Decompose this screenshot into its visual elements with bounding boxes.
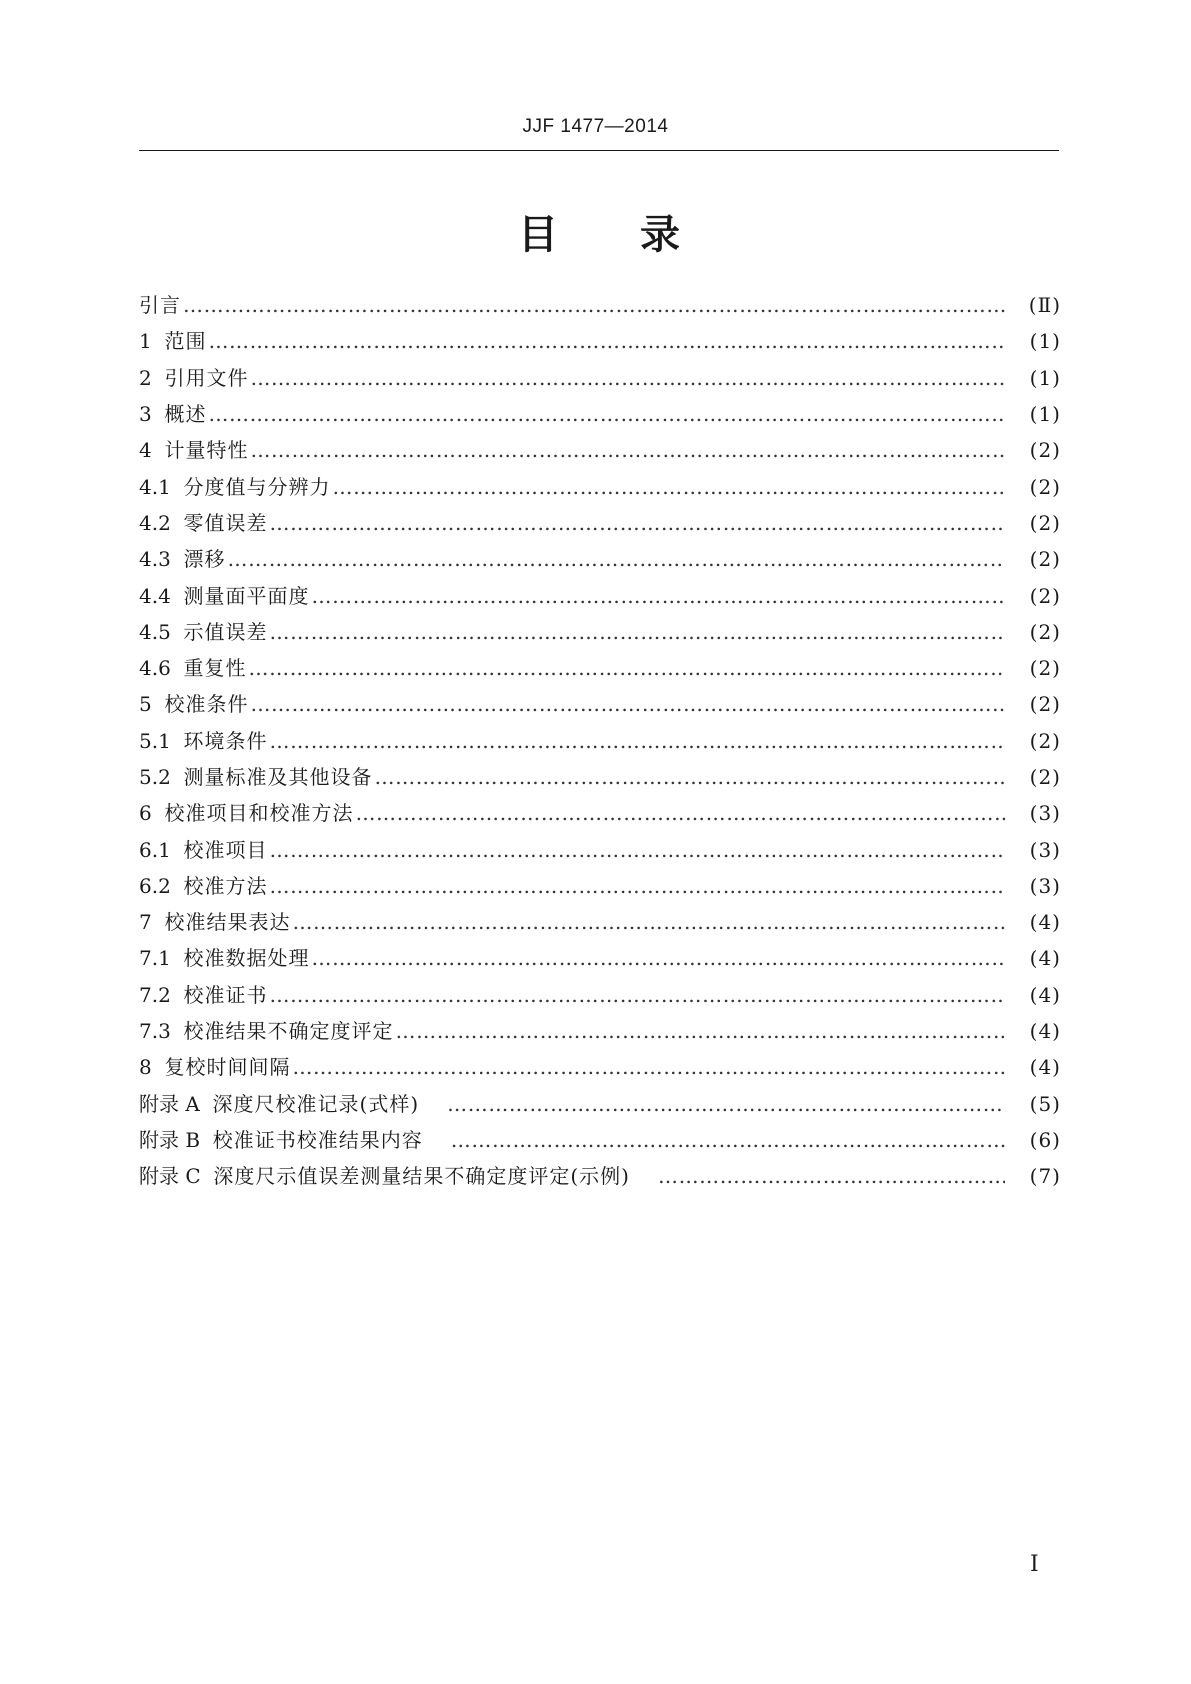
toc-entry-number: 6 <box>139 801 165 826</box>
toc-entry-6[interactable] <box>139 795 1061 831</box>
toc-entry-label: 环境条件 <box>183 728 268 753</box>
toc-entry-label: 测量标准及其他设备 <box>183 765 373 789</box>
toc-entry-number: 7 <box>139 910 165 935</box>
toc-entry-label: 重复性 <box>183 656 247 681</box>
toc-entry-page: (2) <box>1029 583 1061 608</box>
toc-entry-5-2[interactable] <box>139 759 1061 795</box>
toc-entry-label: 分度值与分辨力 <box>183 474 331 499</box>
toc-leader-dots <box>292 910 1005 934</box>
toc-leader-dots <box>183 293 1005 317</box>
toc-leader-dots <box>270 729 1005 753</box>
toc-entry-label: 校准证书 <box>183 982 268 1007</box>
toc-entry-label: 深度尺校准记录(式样) <box>212 1091 420 1116</box>
page-title-char-1: 目 <box>518 212 558 258</box>
toc-entry-number: 6.1 <box>139 837 184 862</box>
document-code-header: JJF 1477—2014 <box>522 116 669 137</box>
toc-entry-page: (1) <box>1029 365 1061 390</box>
toc-entry-number: 5.1 <box>139 728 184 753</box>
toc-leader-dots <box>355 801 1005 825</box>
toc-entry-label: 引用文件 <box>164 365 249 390</box>
toc-entry-number: 4.4 <box>139 583 184 608</box>
toc-entry-4-2[interactable] <box>139 505 1061 541</box>
toc-entry-label: 漂移 <box>183 547 226 572</box>
toc-leader-dots <box>270 874 1005 898</box>
toc-entry-label: 校准结果不确定度评定 <box>183 1019 394 1044</box>
toc-entry-number: 附录 B <box>139 1127 213 1152</box>
toc-entry-label: 零值误差 <box>183 510 268 535</box>
toc-entry-8[interactable] <box>139 1049 1061 1085</box>
table-of-contents <box>139 287 1061 1194</box>
toc-entry-label: 引言 <box>139 293 181 318</box>
toc-entry-page: (1) <box>1029 402 1061 427</box>
toc-entry-number: 5 <box>139 692 165 717</box>
toc-entry-appendix-b[interactable] <box>139 1122 1061 1158</box>
toc-entry-7-1[interactable] <box>139 940 1061 976</box>
toc-leader-dots <box>228 547 1005 571</box>
toc-entry-label: 校准方法 <box>183 873 268 898</box>
toc-entry-number: 3 <box>139 402 165 427</box>
toc-entry-page: (2) <box>1029 438 1061 463</box>
toc-entry-7-3[interactable] <box>139 1013 1061 1049</box>
toc-entry-6-1[interactable] <box>139 831 1061 867</box>
toc-leader-dots <box>333 475 1005 499</box>
toc-leader-dots <box>658 1164 1005 1188</box>
toc-leader-dots <box>396 1019 1005 1043</box>
toc-entry-label: 校准条件 <box>164 692 249 717</box>
toc-leader-dots <box>270 983 1005 1007</box>
toc-leader-dots <box>312 946 1005 970</box>
toc-entry-1[interactable] <box>139 323 1061 359</box>
toc-entry-3[interactable] <box>139 396 1061 432</box>
toc-entry-number: 6.2 <box>139 873 184 898</box>
toc-entry-page: (2) <box>1029 656 1061 681</box>
toc-entry-label: 校准项目和校准方法 <box>164 801 354 826</box>
toc-entry-page: (4) <box>1029 1055 1061 1080</box>
toc-entry-number: 4.2 <box>139 510 184 535</box>
toc-entry-page: (4) <box>1029 910 1061 935</box>
toc-entry-4[interactable] <box>139 432 1061 468</box>
toc-entry-page: (1) <box>1029 329 1061 354</box>
toc-entry-4-1[interactable] <box>139 468 1061 504</box>
toc-entry-page: (4) <box>1029 982 1061 1007</box>
toc-entry-number: 4.1 <box>139 474 184 499</box>
toc-leader-dots <box>270 511 1005 535</box>
toc-entry-4-3[interactable] <box>139 541 1061 577</box>
toc-entry-7[interactable] <box>139 904 1061 940</box>
toc-leader-dots <box>270 838 1005 862</box>
toc-entry-page: (2) <box>1029 728 1061 753</box>
toc-entry-page: (3) <box>1029 801 1061 826</box>
toc-entry-number: 7.3 <box>139 1019 184 1044</box>
toc-entry-2[interactable] <box>139 360 1061 396</box>
toc-entry-number: 5.2 <box>139 765 184 789</box>
toc-entry-appendix-c[interactable] <box>139 1158 1061 1194</box>
toc-entry-appendix-a[interactable] <box>139 1086 1061 1122</box>
toc-leader-dots <box>312 584 1005 608</box>
toc-entry-page: (4) <box>1029 946 1061 971</box>
toc-entry-page: (2) <box>1029 547 1061 572</box>
toc-leader-dots <box>375 765 1005 789</box>
toc-entry-page: (2) <box>1029 474 1061 499</box>
toc-entry-page: (5) <box>1029 1091 1061 1116</box>
toc-entry-label: 示值误差 <box>183 619 268 644</box>
toc-entry-number: 4 <box>139 438 165 463</box>
toc-entry-page: (Ⅱ) <box>1028 293 1061 318</box>
toc-entry-label: 测量面平面度 <box>183 583 310 608</box>
toc-entry-number: 7.2 <box>139 982 184 1007</box>
toc-entry-number: 附录 A <box>139 1091 213 1116</box>
toc-leader-dots <box>249 656 1005 680</box>
toc-entry-number: 2 <box>139 365 165 390</box>
toc-entry-page: (3) <box>1029 837 1061 862</box>
toc-leader-dots <box>292 1055 1005 1079</box>
toc-entry-number: 4.3 <box>139 547 184 572</box>
toc-entry-label: 深度尺示值误差测量结果不确定度评定(示例) <box>213 1164 630 1189</box>
toc-leader-dots <box>451 1128 1005 1152</box>
toc-entry-page: (3) <box>1029 873 1061 898</box>
page-title-char-2: 录 <box>640 212 680 258</box>
toc-entry-7-2[interactable] <box>139 977 1061 1013</box>
toc-entry-intro[interactable] <box>139 287 1061 323</box>
header-rule <box>139 150 1059 151</box>
toc-leader-dots <box>250 692 1005 716</box>
toc-leader-dots <box>447 1092 1005 1116</box>
toc-entry-page: (2) <box>1029 619 1061 644</box>
toc-entry-label: 校准证书校准结果内容 <box>212 1127 423 1152</box>
toc-entry-label: 校准项目 <box>183 837 268 862</box>
toc-entry-label: 校准数据处理 <box>183 946 310 971</box>
toc-entry-4-6[interactable] <box>139 650 1061 686</box>
toc-entry-4-4[interactable] <box>139 577 1061 613</box>
toc-entry-4-5[interactable] <box>139 614 1061 650</box>
toc-leader-dots <box>270 620 1005 644</box>
toc-entry-6-2[interactable] <box>139 868 1061 904</box>
toc-entry-number: 7.1 <box>139 946 184 971</box>
toc-entry-page: (2) <box>1029 765 1061 789</box>
toc-entry-page: (4) <box>1029 1019 1061 1044</box>
toc-entry-5[interactable] <box>139 686 1061 722</box>
toc-entry-label: 范围 <box>164 329 207 354</box>
toc-entry-page: (6) <box>1029 1127 1061 1152</box>
page-folio: I <box>1030 1552 1039 1577</box>
toc-entry-number: 附录 C <box>139 1164 214 1189</box>
toc-entry-label: 计量特性 <box>164 438 249 463</box>
toc-entry-5-1[interactable] <box>139 723 1061 759</box>
toc-entry-page: (7) <box>1029 1164 1061 1189</box>
toc-entry-number: 1 <box>139 329 165 354</box>
toc-entry-label: 概述 <box>164 402 207 427</box>
toc-leader-dots <box>250 438 1005 462</box>
toc-entry-number: 4.5 <box>139 619 184 644</box>
toc-entry-number: 8 <box>139 1055 165 1080</box>
toc-leader-dots <box>250 366 1005 390</box>
toc-entry-label: 校准结果表达 <box>164 910 291 935</box>
toc-entry-page: (2) <box>1029 510 1061 535</box>
toc-entry-number: 4.6 <box>139 656 184 681</box>
toc-leader-dots <box>208 402 1005 426</box>
toc-entry-label: 复校时间间隔 <box>164 1055 291 1080</box>
toc-leader-dots <box>208 329 1005 353</box>
toc-entry-page: (2) <box>1029 692 1061 717</box>
